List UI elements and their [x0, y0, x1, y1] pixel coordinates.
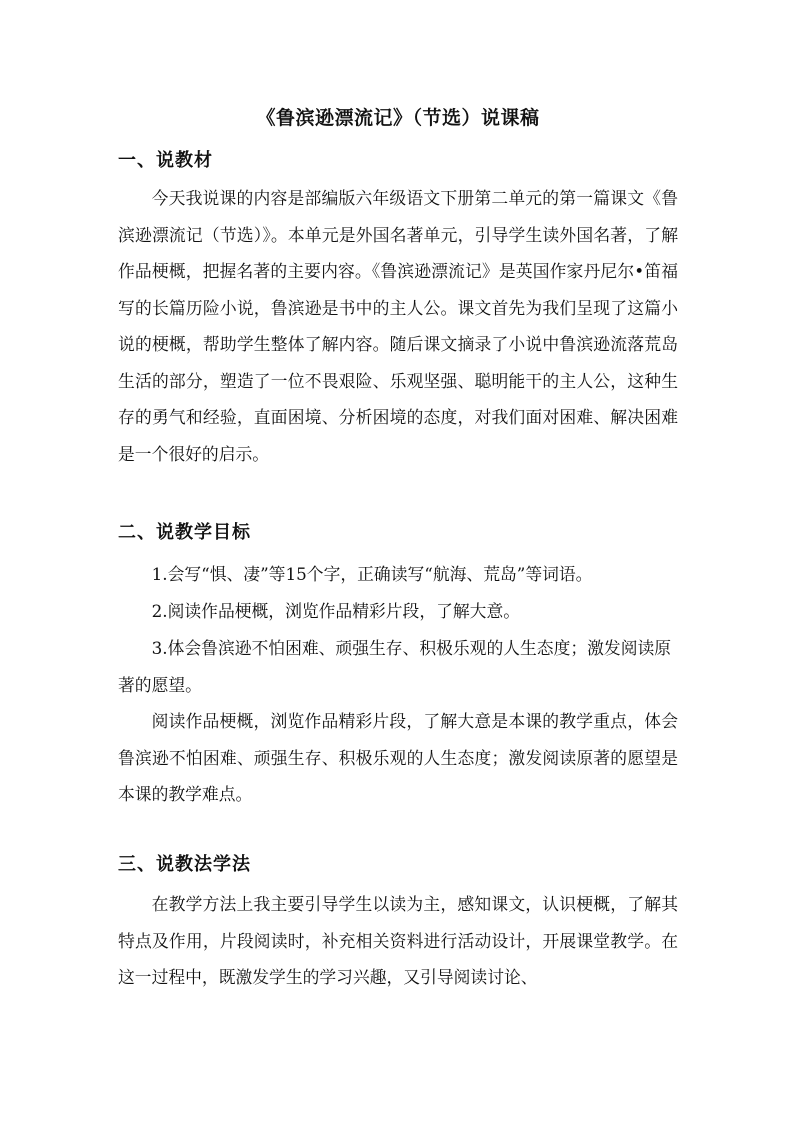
goal-item-3: 3.体会鲁滨逊不怕困难、顽强生存、积极乐观的人生态度；激发阅读原著的愿望。 — [118, 638, 672, 695]
section-heading-textbook: 一、说教材 — [118, 150, 213, 171]
paragraph-textbook: 今天我说课的内容是部编版六年级语文下册第二单元的第一篇课文《鲁滨逊漂流记（节选）》。本单元是外国名著单元，引导学生读外国名著，了解作品梗概，把握名著的主要内容。《鲁滨逊漂流记》是英国作家丹尼尔•笛福写的长篇历险小说，鲁滨逊是书中的主人公。课文首先为我们呈现了这篇小说的梗概，帮助学生整体了解内容。随后课文摘录了小说中鲁滨逊流落荒岛生活的部分，塑造了一位不畏艰险、乐观坚强、聪明能干的主人公，这种生存的勇气和经验，直面困境、分析困境的态度，对我们面对困难、解决困难是一个很好的启示。 — [118, 188, 678, 464]
paragraph-methods: 在教学方法上我主要引导学生以读为主，感知课文，认识梗概，了解其特点及作用，片段阅读时，补充相关资料进行活动设计，开展课堂教学。在这一过程中，既激发学生的学习兴趣，又引导阅读讨论、 — [118, 894, 678, 987]
document-page — [118, 0, 678, 1123]
goal-item-1: 1.会写“惧、凄”等15个字，正确读写“航海、荒岛”等词语。 — [151, 564, 593, 584]
paragraph-goals-focus: 阅读作品梗概，浏览作品精彩片段，了解大意是本课的教学重点，体会鲁滨逊不怕困难、顽强生存、积极乐观的人生态度；激发阅读原著的愿望是本课的教学难点。 — [118, 711, 678, 804]
goal-item-2: 2.阅读作品梗概，浏览作品精彩片段，了解大意。 — [151, 601, 521, 621]
document-title: 《鲁滨逊漂流记》（节选）说课稿 — [256, 107, 540, 129]
section-heading-methods: 三、说教法学法 — [118, 854, 251, 875]
section-heading-goals: 二、说教学目标 — [118, 522, 251, 543]
